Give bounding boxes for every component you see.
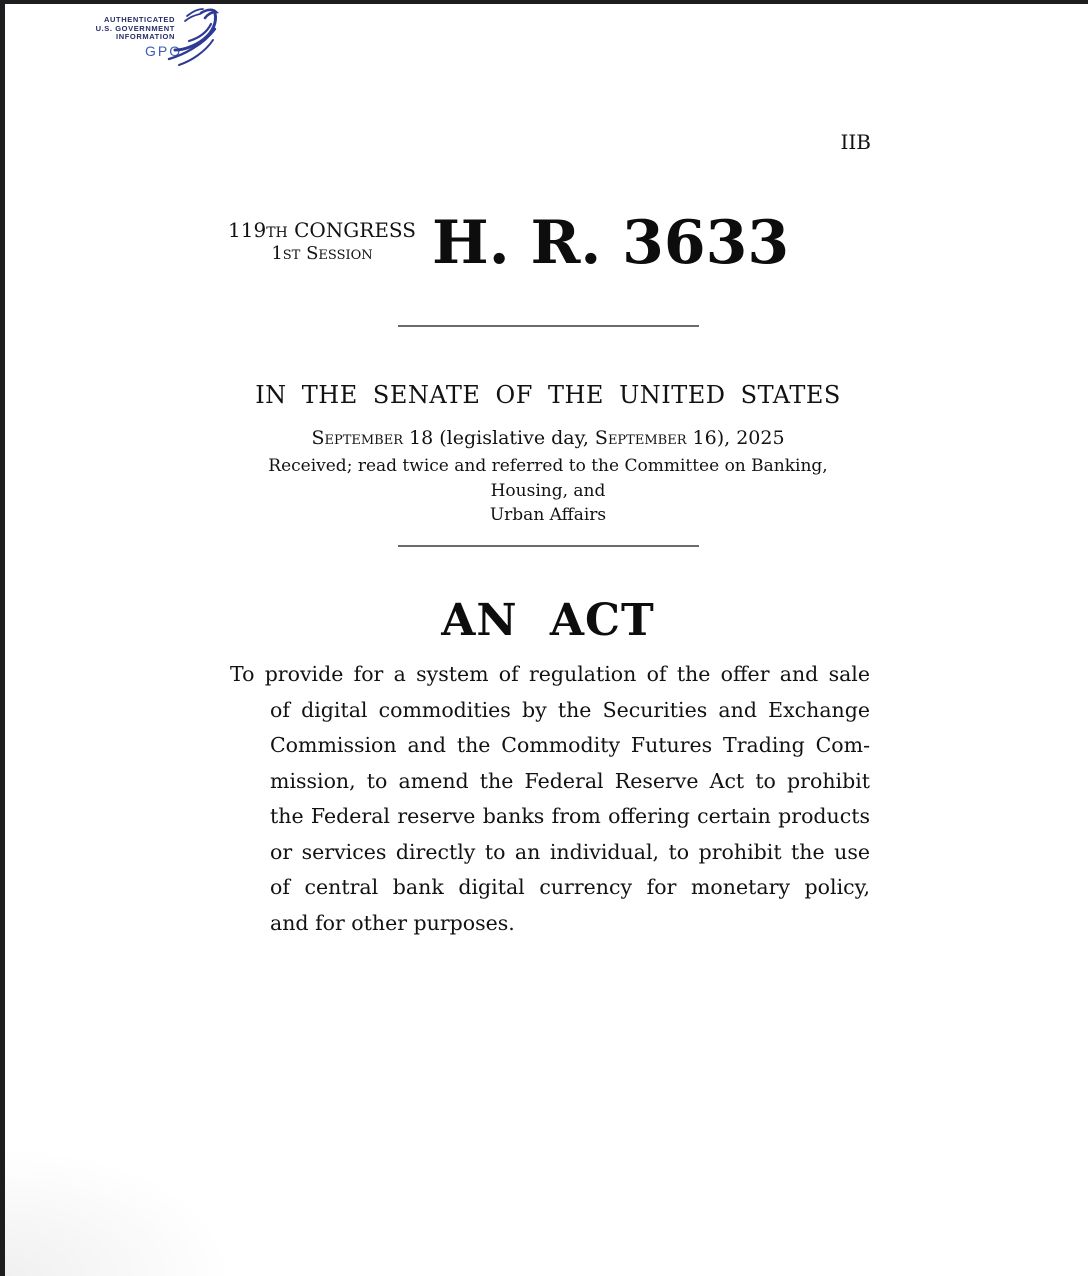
date-end: 16), 2025 — [692, 427, 785, 449]
act-long-title — [230, 657, 870, 941]
session-line — [227, 242, 417, 265]
act-line: the Federal reserve banks from offering certain products — [270, 804, 870, 828]
session-word: Session — [306, 243, 373, 264]
received-line-2: Urban Affairs — [489, 505, 607, 525]
divider-rule-top — [398, 325, 699, 327]
gpo-seal-line1: AUTHENTICATED — [104, 15, 175, 24]
senate-heading: IN THE SENATE OF THE UNITED STATES — [255, 381, 841, 409]
document-page — [5, 4, 1088, 1276]
gpo-authentication-seal — [93, 10, 227, 70]
gpo-seal-line3: INFORMATION — [116, 32, 175, 41]
congress-ordinal: th — [266, 218, 288, 242]
date-month-1: September — [311, 427, 403, 449]
date-month-2: September — [594, 427, 687, 449]
congress-session-block — [227, 218, 417, 265]
act-line: and for other purposes. — [270, 910, 515, 935]
congress-word: CONGRESS — [294, 218, 416, 242]
gpo-seal-text — [93, 16, 175, 42]
act-line: or services directly to an individual, to prohibit the use — [270, 839, 870, 864]
act-line: Commission and the Commodity Futures Trading Com- — [270, 733, 870, 757]
act-line: of digital commodities by the Securities and Exchange — [270, 697, 870, 722]
act-heading: AN ACT — [441, 595, 655, 646]
gpo-seal-line2: U.S. GOVERNMENT — [95, 23, 175, 33]
date-mid: 18 (legislative day, — [409, 427, 589, 449]
divider-rule-bottom — [398, 545, 699, 547]
gpo-eagle-icon — [167, 7, 219, 67]
bill-number: H. R. 3633 — [432, 208, 790, 278]
legislative-date-line — [227, 427, 869, 449]
act-line: of central bank digital currency for monetary policy, — [270, 875, 870, 899]
received-line-1: Received; read twice and referred to the Committee on Banking, Housing, and — [268, 456, 828, 501]
act-line: mission, to amend the Federal Reserve Act to prohibit — [270, 768, 870, 793]
congress-line — [227, 218, 417, 242]
congress-number: 119 — [228, 218, 267, 242]
session-number: 1 — [271, 243, 283, 264]
act-line: To provide for a system of regulation of the offer and sale — [230, 662, 870, 686]
received-referred-text — [227, 454, 869, 528]
sheet-label: IIB — [840, 130, 871, 154]
gpo-acronym: GPO — [145, 43, 183, 59]
session-ordinal: st — [282, 243, 301, 264]
